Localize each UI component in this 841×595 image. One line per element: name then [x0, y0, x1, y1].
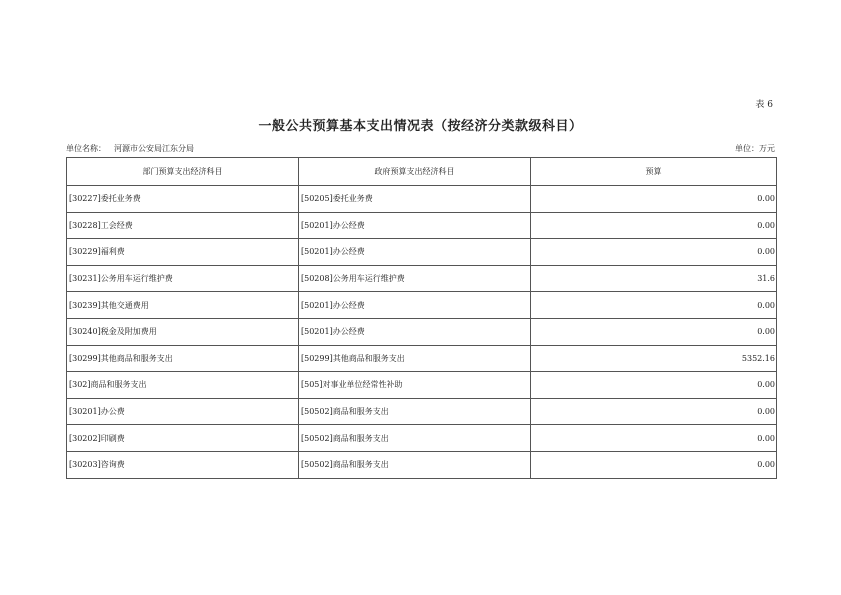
page-title: 一般公共预算基本支出情况表（按经济分类款级科目） [258, 119, 583, 134]
budget-amount-cell: 0.00 [531, 318, 777, 345]
table-row [67, 345, 777, 372]
dept-subject-cell: [30231]公务用车运行维护费 [67, 265, 299, 292]
currency-unit: 单位：万元 [735, 144, 775, 153]
gov-subject-cell: [50205]委托业务费 [299, 186, 531, 213]
gov-subject-cell: [50201]办公经费 [299, 212, 531, 239]
dept-subject-cell: [30201]办公费 [67, 398, 299, 425]
dept-subject-cell: [30299]其他商品和服务支出 [67, 345, 299, 372]
dept-subject-cell: [30227]委托业务费 [67, 186, 299, 213]
dept-subject-cell: [302]商品和服务支出 [67, 372, 299, 399]
table-row [67, 398, 777, 425]
header-dept-subject: 部门预算支出经济科目 [67, 158, 299, 186]
table-row [67, 451, 777, 478]
table-row [67, 186, 777, 213]
gov-subject-cell: [505]对事业单位经常性补助 [299, 372, 531, 399]
dept-subject-cell: [30239]其他交通费用 [67, 292, 299, 319]
dept-subject-cell: [30202]印刷费 [67, 425, 299, 452]
budget-amount-cell: 0.00 [531, 372, 777, 399]
budget-table [66, 157, 777, 479]
dept-subject-cell: [30240]税金及附加费用 [67, 318, 299, 345]
gov-subject-cell: [50502]商品和服务支出 [299, 451, 531, 478]
dept-subject-cell: [30229]福利费 [67, 239, 299, 266]
table-number: 表 6 [755, 100, 773, 110]
gov-subject-cell: [50299]其他商品和服务支出 [299, 345, 531, 372]
gov-subject-cell: [50502]商品和服务支出 [299, 425, 531, 452]
dept-subject-cell: [30228]工会经费 [67, 212, 299, 239]
unit-name-label: 单位名称： [66, 144, 106, 153]
gov-subject-cell: [50201]办公经费 [299, 239, 531, 266]
gov-subject-cell: [50208]公务用车运行维护费 [299, 265, 531, 292]
table-header-row [67, 158, 777, 186]
table-row [67, 318, 777, 345]
unit-name-line [66, 143, 194, 154]
budget-amount-cell: 5352.16 [531, 345, 777, 372]
table-row [67, 239, 777, 266]
budget-amount-cell: 31.6 [531, 265, 777, 292]
table-row [67, 292, 777, 319]
budget-amount-cell: 0.00 [531, 186, 777, 213]
budget-amount-cell: 0.00 [531, 398, 777, 425]
table-row [67, 425, 777, 452]
budget-amount-cell: 0.00 [531, 292, 777, 319]
gov-subject-cell: [50201]办公经费 [299, 318, 531, 345]
budget-amount-cell: 0.00 [531, 425, 777, 452]
gov-subject-cell: [50502]商品和服务支出 [299, 398, 531, 425]
gov-subject-cell: [50201]办公经费 [299, 292, 531, 319]
header-gov-subject: 政府预算支出经济科目 [299, 158, 531, 186]
dept-subject-cell: [30203]咨询费 [67, 451, 299, 478]
header-budget: 预算 [531, 158, 777, 186]
table-row [67, 372, 777, 399]
unit-name-value: 河源市公安局江东分局 [114, 144, 194, 153]
table-row [67, 265, 777, 292]
budget-amount-cell: 0.00 [531, 451, 777, 478]
budget-amount-cell: 0.00 [531, 239, 777, 266]
table-row [67, 212, 777, 239]
budget-amount-cell: 0.00 [531, 212, 777, 239]
